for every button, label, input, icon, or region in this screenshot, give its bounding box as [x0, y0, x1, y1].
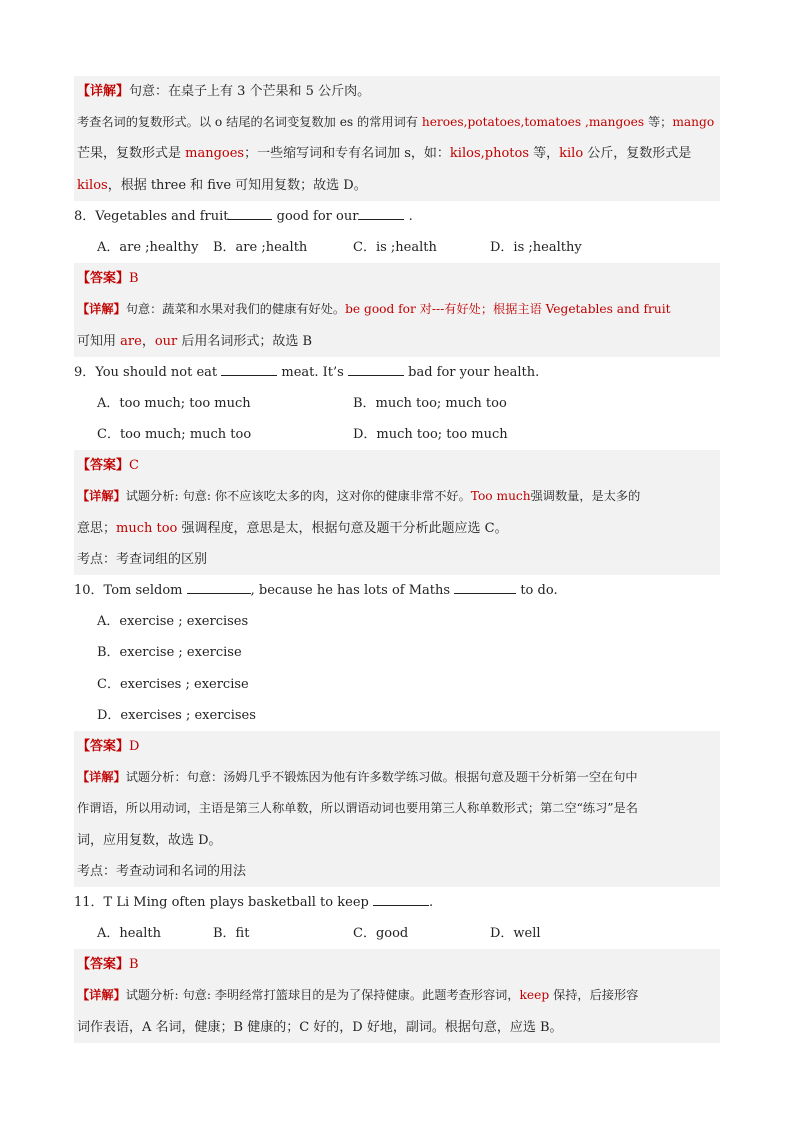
q8-option-b: B．are ;health	[213, 239, 308, 255]
q10-answer: 【答案】D	[74, 731, 720, 762]
q8-detail-line-2: 可知用 are，our 后用名词形式；故选 B	[74, 326, 720, 357]
q9-detail-line-1: 【详解】试题分析: 句意: 你不应该吃太多的肉，这对你的健康非常不好。Too much强调数量，是太多的	[74, 481, 720, 512]
q9-options-row-2	[74, 419, 720, 450]
answer-value: D	[129, 738, 140, 754]
q11-option-c: C．good	[353, 926, 409, 942]
q11-stem: 11．T Li Ming often plays basketball to keep .	[74, 894, 434, 910]
q11-option-a: A．health	[97, 926, 161, 942]
q9-option-b: B．much too; much too	[353, 395, 507, 411]
q9-option-d: D．much too; too much	[353, 427, 508, 443]
blank	[228, 207, 272, 220]
q8-option-c: C．is ;health	[353, 239, 437, 255]
q9-detail-line-2: 意思；much too 强调程度，意思是太，根据句意及题干分析此题应选 C。	[74, 513, 720, 544]
q7-detail-line-4: kilos，根据 three 和 five 可知用复数；故选 D。	[74, 170, 720, 201]
q11-option-b: B．fit	[213, 926, 250, 942]
q9-answer: 【答案】C	[74, 450, 720, 481]
q11-answer: 【答案】B	[74, 949, 720, 980]
q7-detail-line-1: 【详解】句意：在桌子上有 3 个芒果和 5 公斤肉。	[74, 76, 720, 107]
blank	[358, 207, 404, 220]
q8-stem: 8．Vegetables and fruit good for our .	[74, 208, 413, 224]
answer-value: B	[129, 957, 139, 973]
q8-option-a: A．are ;healthy	[97, 239, 199, 255]
q8-answer: 【答案】B	[74, 263, 720, 294]
answer-value: C	[129, 458, 139, 474]
blank	[221, 363, 277, 376]
q11-detail-line-2: 词作表语，A 名词，健康；B 健康的；C 好的，D 好地，副词。根据句意，应选 B。	[74, 1012, 720, 1043]
blank	[454, 581, 516, 594]
q9-point: 考点：考查词组的区别	[74, 544, 720, 575]
q9-option-c: C．too much; much too	[97, 427, 252, 443]
q10-point: 考点：考查动词和名词的用法	[74, 856, 720, 887]
detail-label: 【详解】	[77, 84, 130, 99]
blank	[373, 893, 429, 906]
q8-option-d: D．is ;healthy	[490, 239, 582, 255]
q10-option-c: C．exercises ; exercise	[97, 676, 249, 692]
q7-detail-line-2: 考查名词的复数形式。以 o 结尾的名词变复数加 es 的常用词有 heroes,potatoes,tomatoes ,mangoes 等；mango	[74, 107, 720, 138]
q10-detail-line-3: 词，应用复数，故选 D。	[74, 825, 720, 856]
q11-options	[74, 918, 720, 949]
q11-option-d: D．well	[490, 926, 541, 942]
q10-option-d: D．exercises ; exercises	[97, 707, 256, 723]
q10-option-a: A．exercise ; exercises	[97, 614, 249, 630]
blank	[187, 581, 251, 594]
q10-stem: 10．Tom seldom , because he has lots of Maths to do.	[74, 583, 558, 598]
q11-detail-line-1: 【详解】试题分析: 句意: 李明经常打篮球目的是为了保持健康。此题考查形容词，keep 保持，后接形容	[74, 980, 720, 1011]
q10-detail-line-1: 【详解】试题分析：句意：汤姆几乎不锻炼因为他有许多数学练习做。根据句意及题干分析第一空在句中	[74, 762, 720, 793]
q9-options-row-1	[74, 388, 720, 419]
q8-options	[74, 232, 720, 263]
answer-value: B	[129, 271, 139, 287]
blank	[348, 363, 404, 376]
q10-option-b: B．exercise ; exercise	[97, 645, 242, 661]
q10-detail-line-2: 作谓语，所以用动词，主语是第三人称单数，所以谓语动词也要用第三人称单数形式；第二空“练习”是名	[74, 793, 720, 824]
q9-stem: 9．You should not eat meat. It’s bad for your health.	[74, 364, 540, 380]
q7-detail-line-3: 芒果，复数形式是 mangoes；一些缩写词和专有名词加 s，如：kilos,photos 等，kilo 公斤，复数形式是	[74, 138, 720, 169]
q9-option-a: A．too much; too much	[97, 395, 251, 411]
content-column	[74, 76, 720, 1043]
q8-detail-line-1: 【详解】句意：蔬菜和水果对我们的健康有好处。be good for 对---有好处；根据主语 Vegetables and fruit	[74, 294, 720, 325]
